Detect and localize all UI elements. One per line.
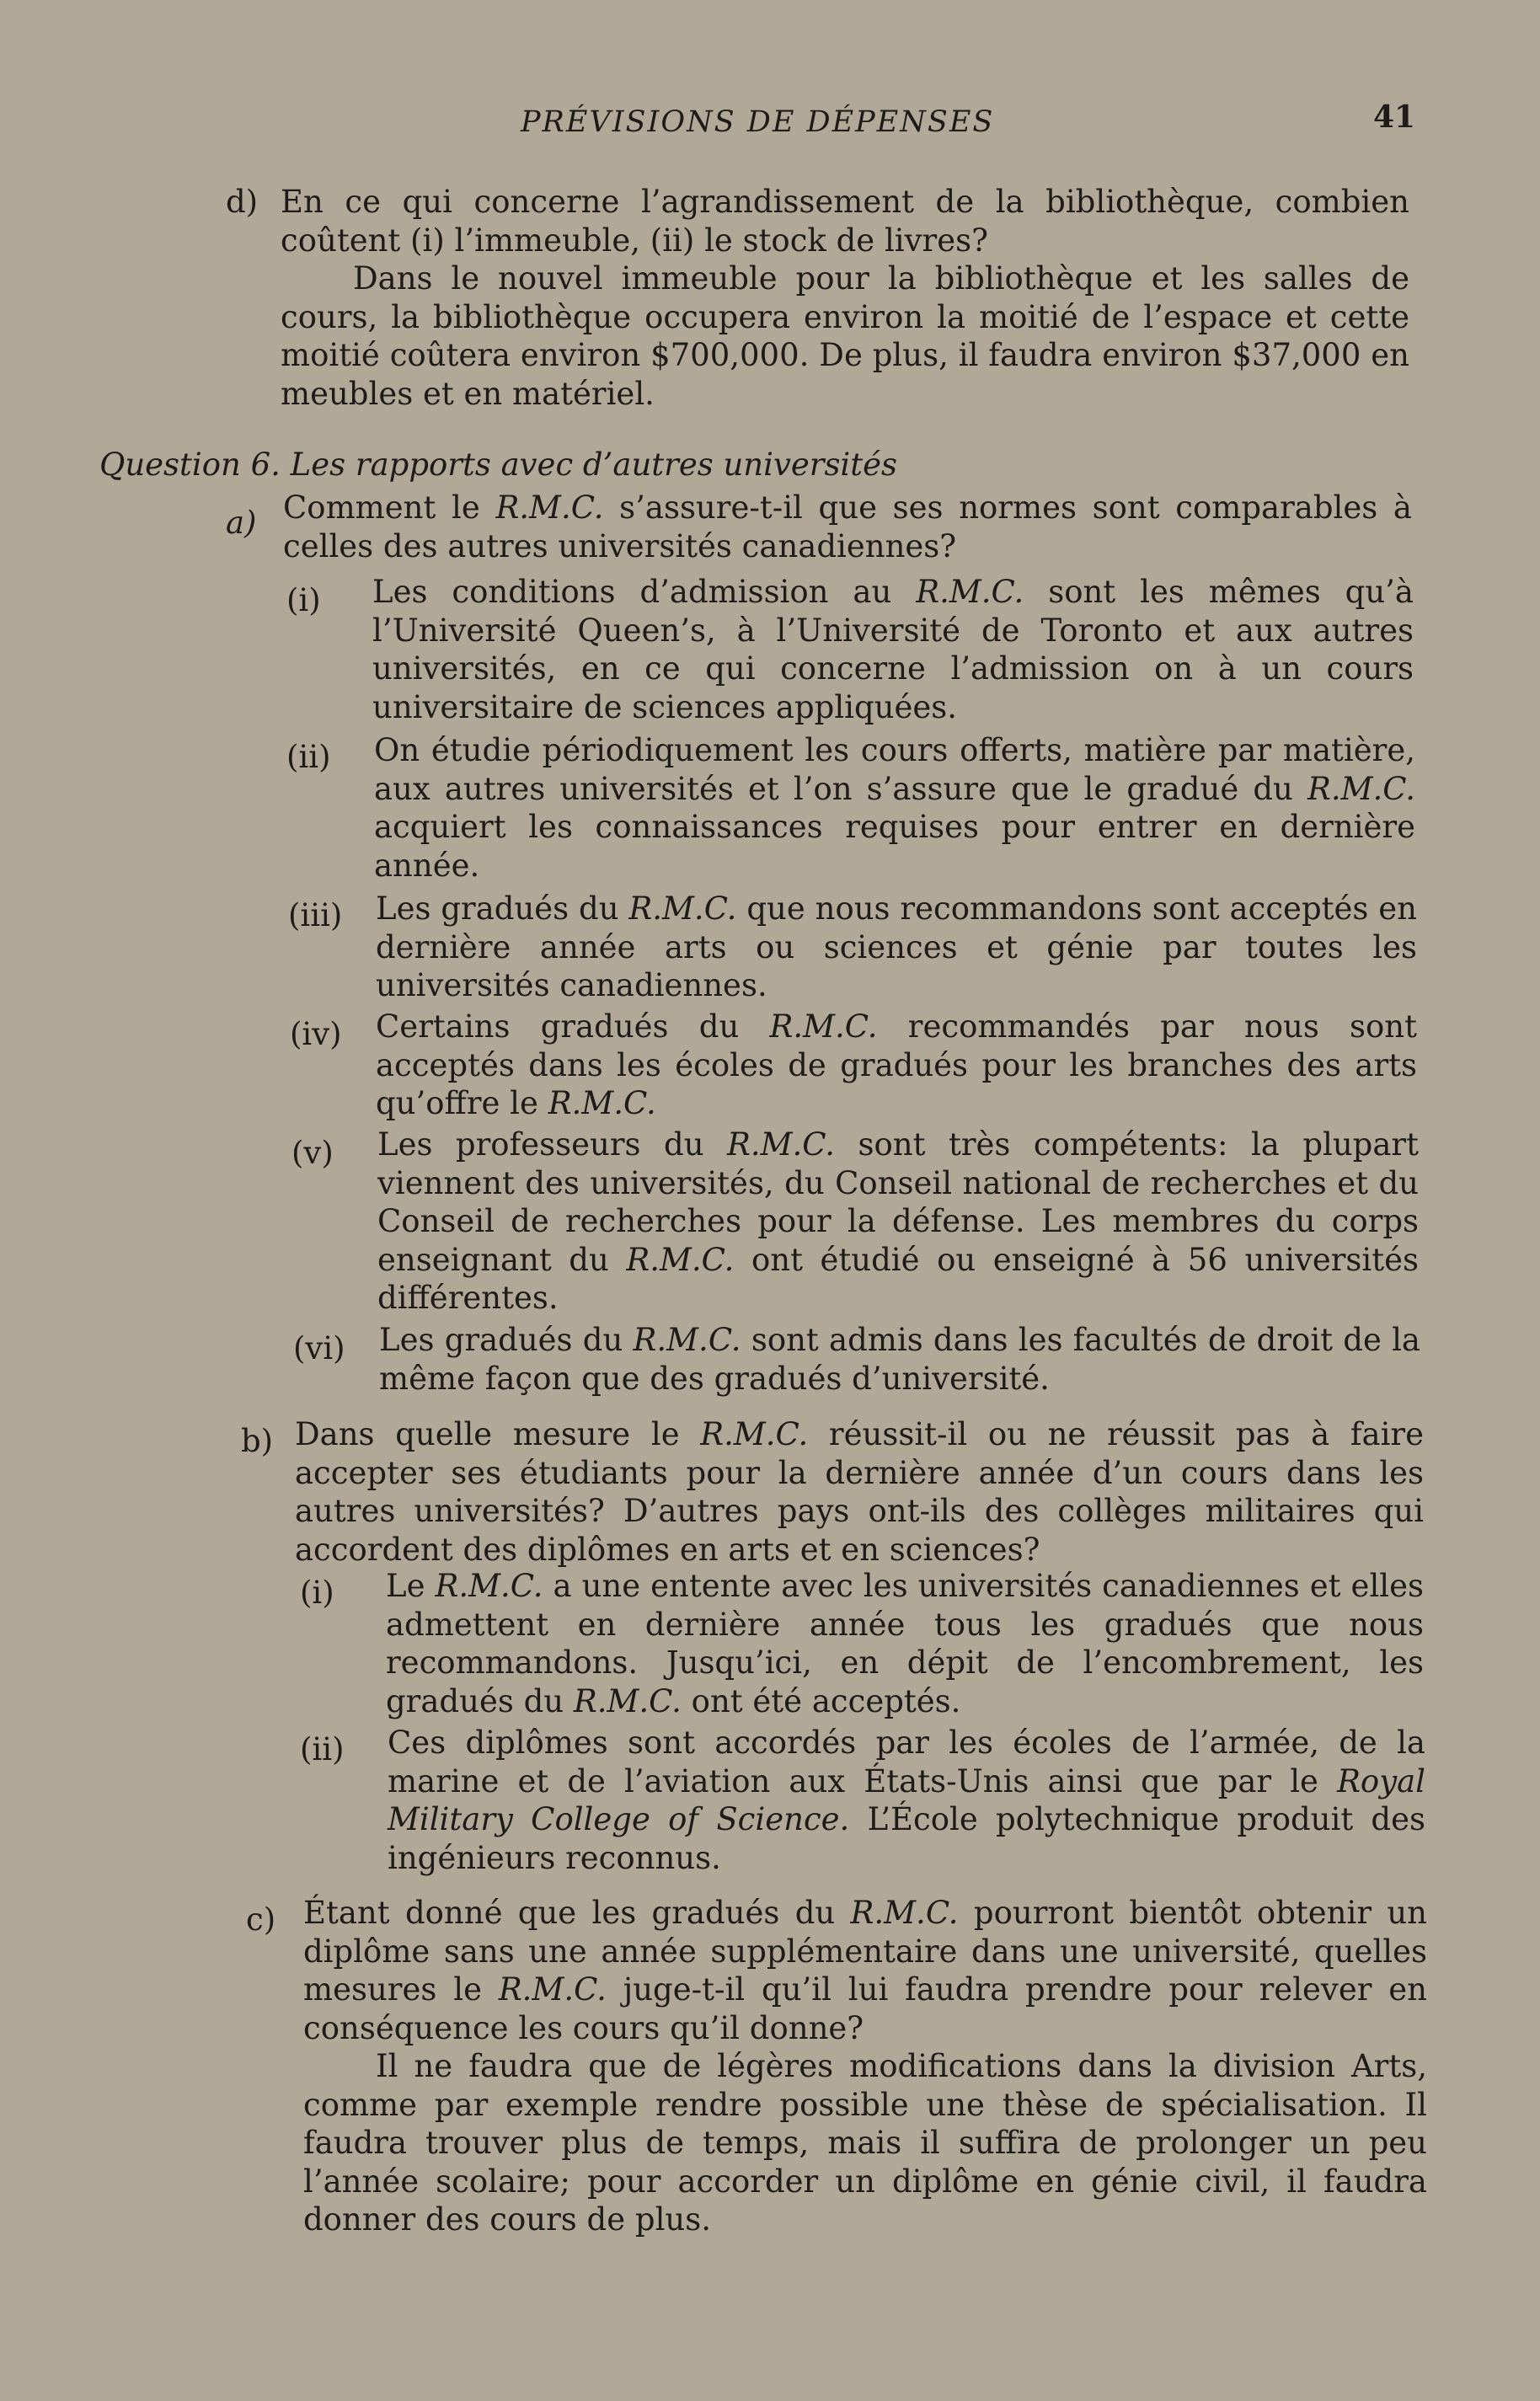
item-label-a-i: (i) — [286, 582, 321, 618]
item-label-b-ii: (ii) — [300, 1731, 345, 1767]
question-b: Dans quelle mesure le R.M.C. réussit-il ou ne réussit pas à faire accepter ses étudiants pour la dernière année d’un cours dans les autres universités? D’autres pays ont-ils des collèges militaires qui accordent des diplômes en arts et en sciences? — [295, 1416, 1424, 1568]
item-b-ii: Ces diplômes sont accordés par les écoles de l’armée, de la marine et de l’aviation aux États-Unis ainsi que par le Royal Military College of Science. L’École polytechnique produit des ingénieurs reconnus. — [388, 1725, 1425, 1876]
item-label-a-iii: (iii) — [288, 897, 343, 933]
item-b-i: Le R.M.C. a une entente avec les universités canadiennes et elles admettent en dernière année tous les gradués que nous recommandons. Jusqu’ici, en dépit de l’encombrement, les gradués du R.M.C. ont été acceptés. — [386, 1568, 1424, 1719]
item-label-b-i: (i) — [300, 1575, 334, 1611]
item-a-vi: Les gradués du R.M.C. sont admis dans les facultés de droit de la même façon que des gradués d’université. — [379, 1322, 1420, 1397]
item-label-a-iv: (iv) — [290, 1016, 342, 1052]
question-d: En ce qui concerne l’agrandissement de la bibliothèque, combien coûtent (i) l’immeuble, (ii) le stock de livres? — [281, 184, 1409, 259]
answer-c: Il ne faudra que de légères modifications dans la division Arts, comme par exemple rendre possible une thèse de spécialisation. Il faudra trouver plus de temps, mais il suffira de prolonger un peu l’année scolaire; pour accorder un diplôme en génie civil, il faudra donner des cours de plus. — [303, 2048, 1427, 2238]
running-header: PRÉVISIONS DE DÉPENSES — [521, 105, 995, 139]
item-d — [281, 183, 1409, 413]
item-label-a-vi: (vi) — [293, 1330, 345, 1366]
item-c — [303, 1894, 1427, 2239]
item-label-c: c) — [246, 1901, 276, 1938]
answer-d: Dans le nouvel immeuble pour la bibliothèque et les salles de cours, la bibliothèque occupera environ la moitié de l’espace et cette moitié coûtera environ $700,000. De plus, il faudra environ $37,000 en meubles et en matériel. — [281, 260, 1409, 412]
question-a: Comment le R.M.C. s’assure-t-il que ses normes sont comparables à celles des autres universités canadiennes? — [283, 489, 1412, 564]
item-label-a-ii: (ii) — [286, 739, 331, 775]
item-label-b: b) — [241, 1423, 274, 1459]
item-label-a: a) — [226, 505, 257, 541]
question-c: Étant donné que les gradués du R.M.C. pourront bientôt obtenir un diplôme sans une année supplémentaire dans une université, quelles mesures le R.M.C. juge-t-il qu’il lui faudra prendre pour relever en conséquence les cours qu’il donne? — [303, 1895, 1427, 2046]
item-a-i: Les conditions d’admission au R.M.C. sont les mêmes qu’à l’Université Queen’s, à l’Université de Toronto et aux autres universités, en ce qui concerne l’admission on à un cours universitaire de sciences appliquées. — [372, 574, 1414, 725]
question-6-title: Question 6. Les rapports avec d’autres universités — [99, 447, 898, 483]
item-a-iv: Certains gradués du R.M.C. recommandés par nous sont acceptés dans les écoles de gradués pour les branches des arts qu’offre le R.M.C. — [376, 1008, 1417, 1121]
item-a-iii: Les gradués du R.M.C. que nous recommandons sont acceptés en dernière année arts ou sciences et génie par toutes les universités canadiennes. — [376, 890, 1417, 1003]
item-a-ii: On étudie périodiquement les cours offerts, matière par matière, aux autres universités et l’on s’assure que le gradué du R.M.C. acquiert les connaissances requises pour entrer en dernière année. — [374, 732, 1415, 884]
item-label-a-v: (v) — [291, 1135, 334, 1171]
page-number: 41 — [1373, 99, 1416, 135]
item-label-d: d) — [226, 184, 259, 220]
item-a-v: Les professeurs du R.M.C. sont très compétents: la plupart viennent des universités, du Conseil national de recherches et du Conseil de recherches pour la défense. Les membres du corps enseignant du R.M.C. ont étudié ou enseigné à 56 universités différentes. — [377, 1126, 1419, 1316]
